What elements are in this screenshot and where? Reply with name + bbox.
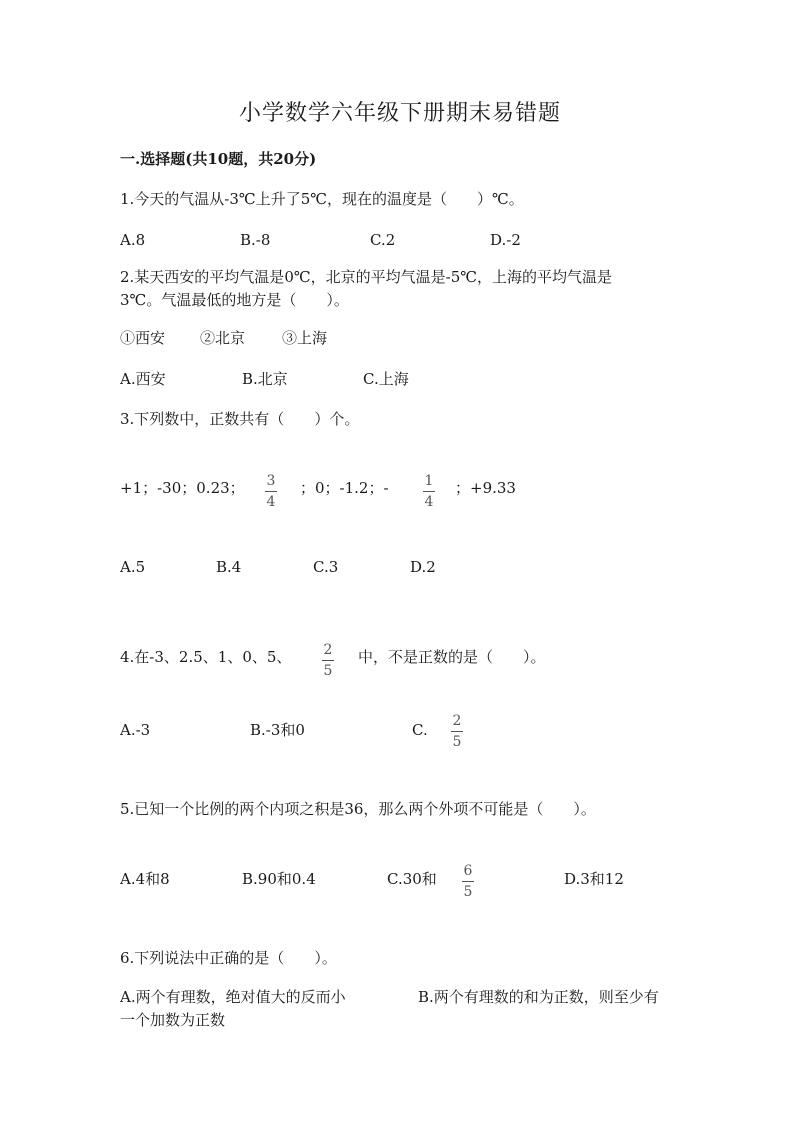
fraction-bar [265,491,277,492]
q3-fraction-2-numerator: 1 [424,473,434,489]
q2-item-2: ②北京 [200,329,246,347]
q3-fraction-2 [423,472,435,511]
q6-option-b-line-1[interactable]: B.两个有理数的和为正数，则至少有 [418,988,659,1006]
q1-option-c[interactable]: C.2 [370,231,396,249]
q3-fraction-1 [265,472,277,511]
question-4-text-part-1: 4.在-3、2.5、1、0、5、 [120,648,292,666]
q4-option-b[interactable]: B.-3和0 [250,721,305,739]
page-title: 小学数学六年级下册期末易错题 [238,101,561,126]
q6-option-a[interactable]: A.两个有理数，绝对值大的反而小 [120,988,346,1006]
q4-option-c-denominator: 5 [452,734,462,750]
q2-item-1: ①西安 [120,329,166,347]
q5-option-c-denominator: 5 [463,884,473,900]
q3-sequence-part-3: ；+9.33 [455,479,516,497]
fraction-bar [462,881,474,882]
q2-option-b[interactable]: B.北京 [242,370,288,388]
q4-fraction-numerator: 2 [323,642,333,658]
question-3-text: 3.下列数中，正数共有（ ）个。 [120,410,360,428]
q3-fraction-1-numerator: 3 [266,473,276,489]
q3-option-b[interactable]: B.4 [216,558,242,576]
q1-option-a[interactable]: A.8 [120,231,146,249]
q3-fraction-2-denominator: 4 [424,494,434,510]
q3-sequence-part-1: +1；-30；0.23； [120,479,245,497]
q2-option-a[interactable]: A.西安 [120,370,166,388]
fraction-bar [451,731,463,732]
question-2-line-2: 3℃。气温最低的地方是（ ）。 [120,291,349,309]
question-1-text: 1.今天的气温从-3℃上升了5℃，现在的温度是（ ）℃。 [120,190,524,208]
q3-sequence-part-2: ；0；-1.2；- [300,479,389,497]
question-2-line-1: 2.某天西安的平均气温是0℃，北京的平均气温是-5℃，上海的平均气温是 [120,268,613,286]
q3-option-c[interactable]: C.3 [313,558,339,576]
fraction-bar [322,660,334,661]
q2-item-3: ③上海 [282,329,328,347]
q3-option-a[interactable]: A.5 [120,558,146,576]
q5-option-c[interactable]: C.30和 [387,870,437,888]
q4-fraction [322,641,334,680]
fraction-bar [423,491,435,492]
q5-option-a[interactable]: A.4和8 [120,870,170,888]
question-4-text-part-2: 中，不是正数的是（ ）。 [358,648,546,666]
q4-option-c-fraction [451,712,463,751]
q4-fraction-denominator: 5 [323,663,333,679]
q3-option-d[interactable]: D.2 [410,558,436,576]
q1-option-d[interactable]: D.-2 [490,231,521,249]
q6-option-b-line-2: 一个加数为正数 [120,1011,226,1029]
q4-option-c-numerator: 2 [452,713,462,729]
q5-option-d[interactable]: D.3和12 [564,870,624,888]
q1-option-b[interactable]: B.-8 [240,231,271,249]
q4-option-a[interactable]: A.-3 [120,721,151,739]
q5-option-c-numerator: 6 [463,863,473,879]
question-5-text: 5.已知一个比例的两个内项之积是36，那么两个外项不可能是（ ）。 [120,800,596,818]
q5-option-c-fraction [462,862,474,901]
q5-option-b[interactable]: B.90和0.4 [242,870,316,888]
question-6-text: 6.下列说法中正确的是（ ）。 [120,949,337,967]
q2-option-c[interactable]: C.上海 [363,370,409,388]
section-heading: 一.选择题(共10题，共20分) [120,150,317,168]
q4-option-c[interactable]: C. [412,721,428,739]
q3-fraction-1-denominator: 4 [266,494,276,510]
